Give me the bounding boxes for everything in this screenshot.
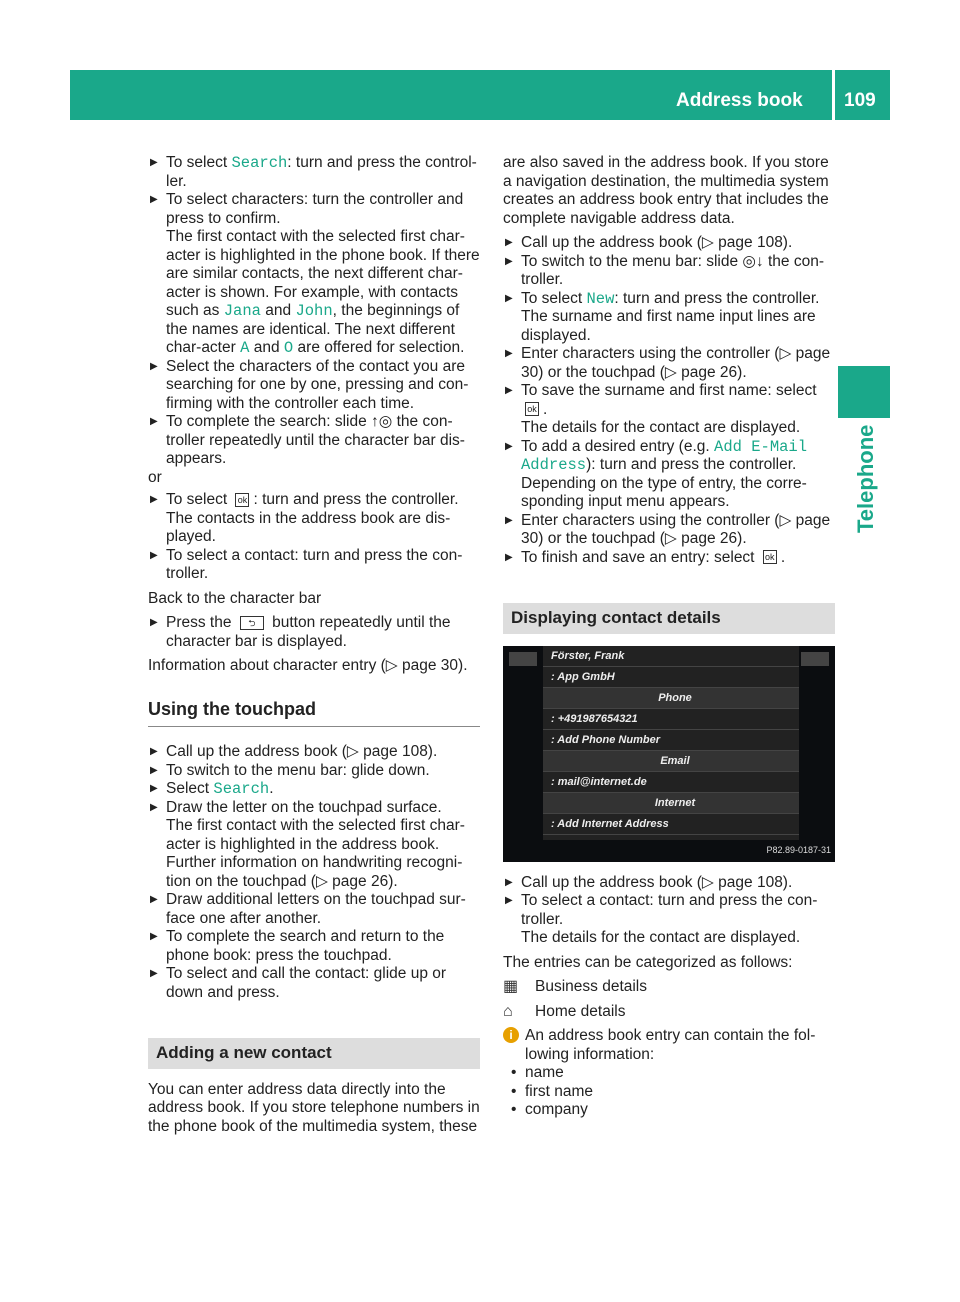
contact-detail-row: Email	[543, 751, 799, 772]
screen-back-button	[509, 652, 537, 666]
right-step-5: ▶ To save the surname and first name: select ok . The details for the contact are displayed.	[503, 382, 835, 438]
contact-details-screenshot	[503, 646, 835, 862]
legend-business: ▦ Business details	[503, 978, 648, 995]
section-heading-touchpad: Using the touchpad	[148, 700, 480, 728]
section-heading-add-contact: Adding a new contact	[148, 1038, 480, 1069]
image-reference: P82.89-0187-31	[766, 845, 831, 855]
contact-detail-row: : Add Phone Number	[543, 730, 799, 751]
info-note: i An address book entry can contain the fol-lowing information:	[503, 1027, 835, 1064]
screen-menu-button	[801, 652, 829, 666]
chapter-tab	[838, 366, 890, 418]
right-step-7: ▶ Enter characters using the controller (▷ page 30) or the touchpad (▷ page 26).	[503, 512, 835, 549]
info-list-item: • name	[503, 1064, 835, 1083]
contact-detail-row: : mail@internet.de	[543, 772, 799, 793]
touch-step-6: ▶ To complete the search and return to the phone book: press the touchpad.	[148, 928, 480, 965]
step-select-chars-each: ▶ Select the characters of the contact you are searching for one by one, pressing and con-firming with the controller each time.	[148, 358, 480, 414]
right-step-3: ▶ To select New: turn and press the controller. The surname and first name input lines are displayed.	[503, 290, 835, 346]
contact-detail-row: : +491987654321	[543, 709, 799, 730]
touch-step-1: ▶ Call up the address book (▷ page 108).	[148, 743, 480, 762]
step-select-characters: ▶ To select characters: turn the controller and press to confirm. The first contact with the selected first char-acter is highlighted in the phone book. If there are similar contacts, the next different char-acter is shown. For example, with contacts such as Jana and John, the beginnings of the names are identical. The next different char-acter A and O are offered for selection.	[148, 191, 480, 358]
touch-step-7: ▶ To select and call the contact: glide up or down and press.	[148, 965, 480, 1002]
touch-step-3: ▶ Select Search.	[148, 780, 480, 799]
header-title: Address book	[676, 90, 803, 111]
left-column	[148, 154, 480, 1136]
right-step-6: ▶ To add a desired entry (e.g. Add E-Mail Address): turn and press the controller. Depending on the type of entry, the corre-sponding input menu appears.	[503, 438, 835, 512]
search-menu-label: Search	[231, 154, 288, 172]
header-separator	[832, 70, 835, 120]
contact-details-list	[543, 646, 799, 840]
step-complete-search: ▶ To complete the search: slide ↑◎ the con-troller repeatedly until the character bar dis-appears.	[148, 413, 480, 469]
contact-detail-row: : App GmbH	[543, 667, 799, 688]
back-heading: Back to the character bar	[148, 589, 322, 607]
step-select-contact: ▶ To select a contact: turn and press the con-troller.	[148, 547, 480, 584]
touch-step-2: ▶ To switch to the menu bar: glide down.	[148, 762, 480, 781]
right-step-8: ▶ To finish and save an entry: select ok .	[503, 549, 835, 568]
section-heading-display: Displaying contact details	[503, 603, 835, 634]
add-contact-paragraph: You can enter address data directly into the address book. If you store telephone numbers in the phone book of the multimedia system, these	[148, 1080, 480, 1135]
page-number: 109	[844, 90, 876, 111]
display-step-2: ▶ To select a contact: turn and press the con-troller. The details for the contact are displayed.	[503, 892, 835, 948]
chapter-label: Telephone	[853, 424, 878, 533]
info-character-entry: Information about character entry (▷ page 30).	[148, 657, 468, 674]
display-step-1: ▶ Call up the address book (▷ page 108).	[503, 874, 835, 893]
step-select-ok: ▶ To select ok : turn and press the controller. The contacts in the address book are dis-played.	[148, 491, 480, 547]
or-text: or	[148, 468, 162, 486]
ok-icon: ok	[525, 402, 539, 416]
touch-step-5: ▶ Draw additional letters on the touchpad sur-face one after another.	[148, 891, 480, 928]
right-step-1: ▶ Call up the address book (▷ page 108).	[503, 234, 835, 253]
right-intro-paragraph: are also saved in the address book. If you store a navigation destination, the multimedia system creates an address book entry that includes the complete navigable address data.	[503, 154, 829, 227]
home-icon: ⌂	[503, 1002, 513, 1020]
right-column	[503, 154, 835, 1120]
touch-step-4: ▶ Draw the letter on the touchpad surface. The first contact with the selected first char-acter is highlighted in the address book. Further information on handwriting recogni-tion on the touchpad (▷ page 26).	[148, 799, 480, 892]
right-step-2: ▶ To switch to the menu bar: slide ◎↓ the con-troller.	[503, 253, 835, 290]
info-list-item: • company	[503, 1101, 835, 1120]
categories-text: The entries can be categorized as follows:	[503, 953, 793, 971]
contact-detail-row: Internet	[543, 793, 799, 814]
contact-detail-row: Phone	[543, 688, 799, 709]
contact-detail-row: : Add Internet Address	[543, 814, 799, 835]
info-list	[503, 1064, 835, 1120]
legend-home: ⌂ Home details	[503, 1002, 626, 1020]
ok-icon: ok	[235, 493, 249, 507]
back-button-icon: ⮌	[240, 616, 264, 630]
ok-icon: ok	[763, 550, 777, 564]
step-press-back: ▶ Press the ⮌ button repeatedly until the character bar is displayed.	[148, 614, 480, 651]
business-icon: ▦	[503, 978, 519, 995]
right-step-4: ▶ Enter characters using the controller (▷ page 30) or the touchpad (▷ page 26).	[503, 345, 835, 382]
step-select-search: ▶ To select Search: turn and press the control-ler.	[148, 154, 480, 191]
info-list-item: • first name	[503, 1083, 835, 1102]
page-header	[70, 70, 890, 120]
contact-detail-row: Förster, Frank	[543, 646, 799, 667]
